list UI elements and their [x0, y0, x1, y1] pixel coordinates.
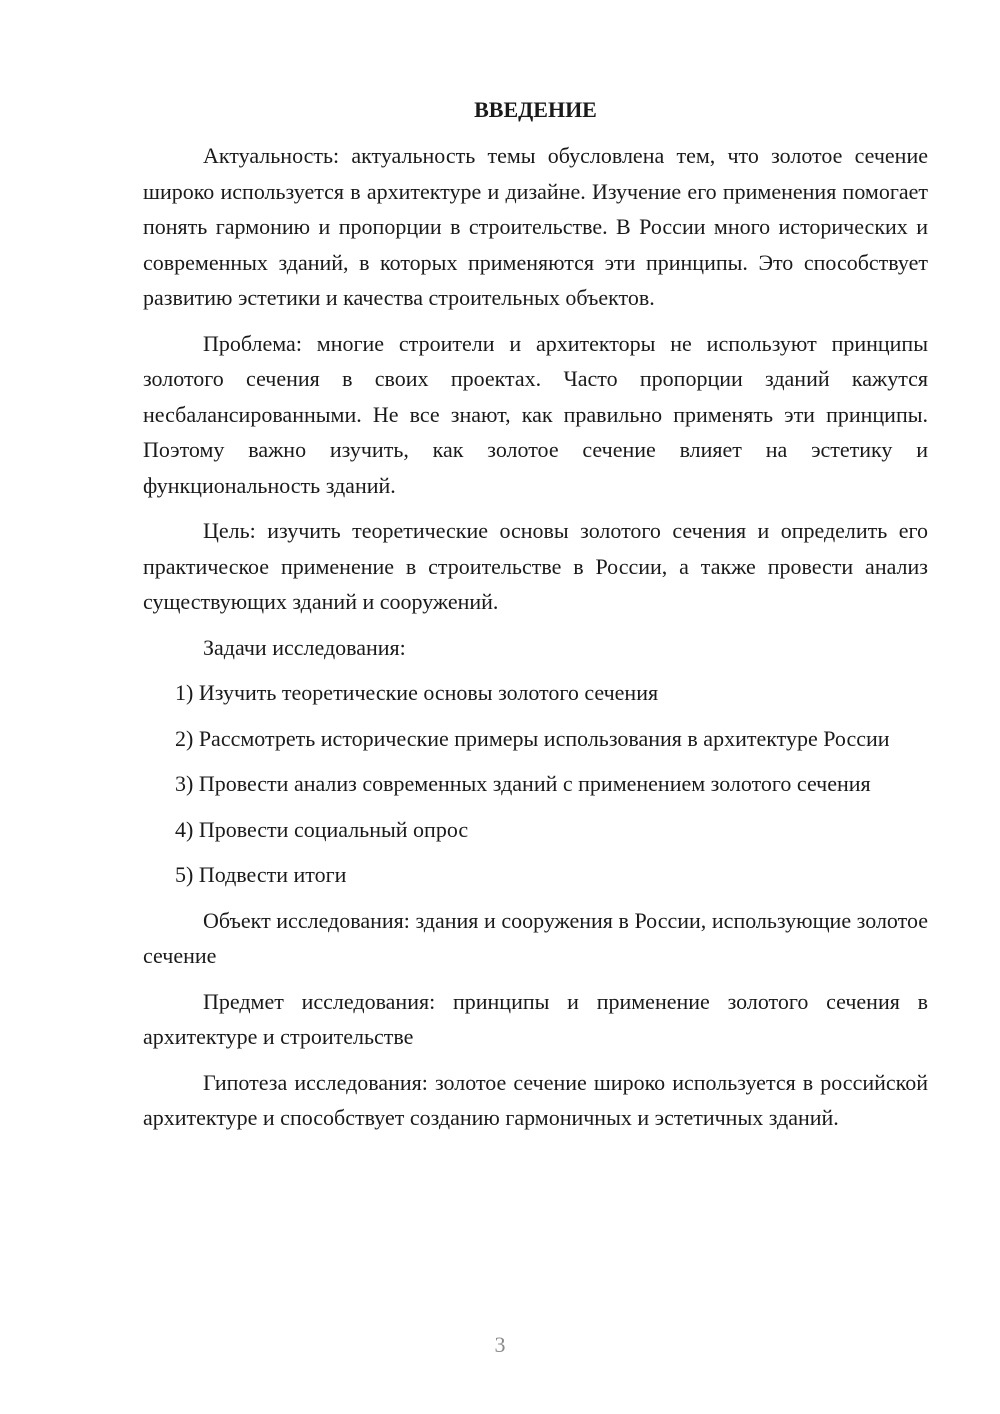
- section-title: ВВЕДЕНИЕ: [474, 97, 597, 122]
- goal-paragraph: Цель: изучить теоретические основы золотого сечения и определить его практическое применение в строительстве в России, а также провести анализ существующих зданий и сооружений.: [143, 518, 928, 614]
- task-item: 1) Изучить теоретические основы золотого сечения: [175, 680, 659, 705]
- tasks-list: [143, 675, 928, 893]
- hypothesis-paragraph: Гипотеза исследования: золотое сечение широко используется в российской архитектуре и способствует созданию гармоничных и эстетичных зданий.: [143, 1069, 928, 1130]
- task-item: 5) Подвести итоги: [175, 862, 347, 887]
- page-content: [143, 94, 928, 1146]
- task-item: 4) Провести социальный опрос: [175, 816, 469, 842]
- object-paragraph: Объект исследования: здания и сооружения в России, использующие золотое сечение: [143, 907, 928, 968]
- page-number: 3: [494, 1332, 506, 1357]
- tasks-heading: Задачи исследования:: [203, 634, 406, 660]
- relevance-paragraph: Актуальность: актуальность темы обусловлена тем, что золотое сечение широко используется в архитектуре и дизайне. Изучение его применения помогает понять гармонию и пропорции в строительстве. В России много исторических и современных зданий, в которых применяются эти принципы. Это способствует развитию эстетики и качества строительных объектов.: [143, 143, 928, 310]
- task-item: 2) Рассмотреть исторические примеры использования в архитектуре России: [175, 725, 890, 751]
- subject-paragraph: Предмет исследования: принципы и применение золотого сечения в архитектуре и строительстве: [143, 988, 928, 1049]
- problem-paragraph: Проблема: многие строители и архитекторы не используют принципы золотого сечения в своих проектах. Часто пропорции зданий кажутся несбалансированными. Не все знают, как правильно применять эти принципы. Поэтому важно изучить, как золотое сечение влияет на эстетику и функциональность зданий.: [143, 330, 928, 498]
- task-item: 3) Провести анализ современных зданий с применением золотого сечения: [175, 771, 871, 796]
